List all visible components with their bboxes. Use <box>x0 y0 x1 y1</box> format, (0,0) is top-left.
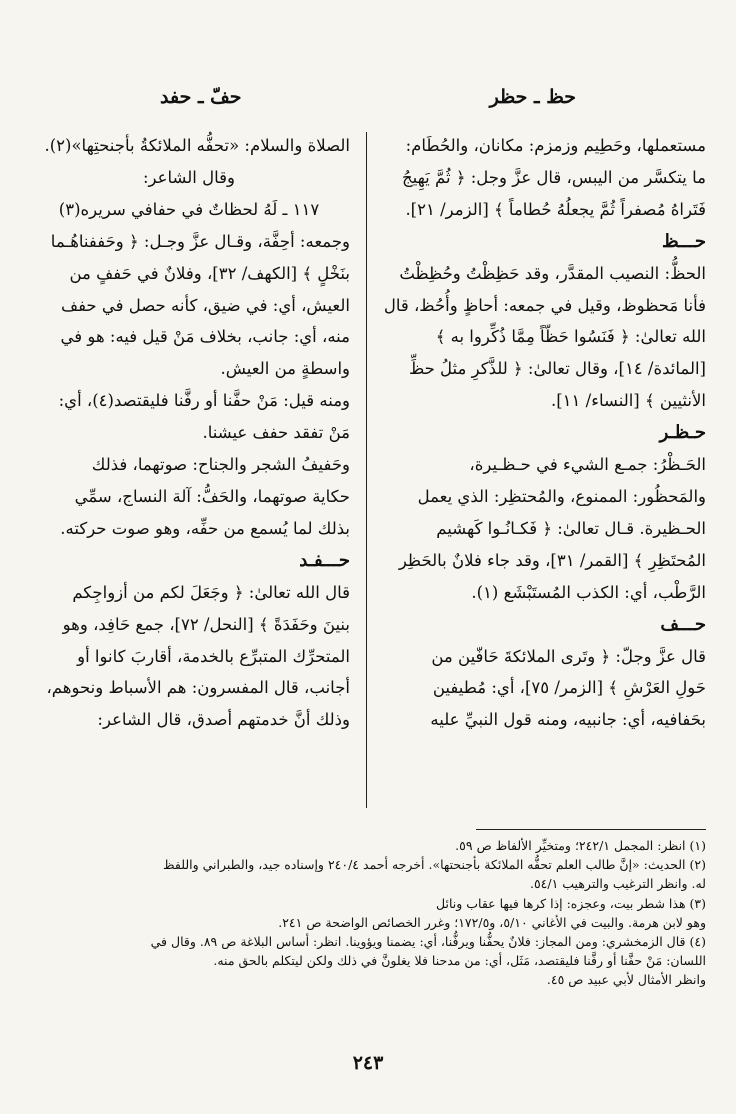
text-line: وجمعه: أحِفَّة، وقـال عزَّ وجـل: ﴿ وحَففناهُـما <box>50 231 350 251</box>
footnote-line: (٤) قال الزمخشري: ومن المجاز: فلانٌ يحفُّنا ويرفُّنا، أي: يضمنا ويؤوينا. انظر: أساس البلاغة ص ٨٩. وقال في <box>150 934 706 950</box>
poetry-verse: ١١٧ ـ لَهُ لحظاتٌ في حفافي سريره(٣) <box>58 199 320 219</box>
left-column <box>28 130 350 736</box>
footnote-line: (٣) هذا شطر بيت، وعجزه: إذا كرها فيها عقاب ونائل <box>436 895 706 911</box>
footnote-rule <box>476 829 706 830</box>
poetry-intro: وقال الشاعر: <box>143 167 235 187</box>
text-line: الحـظيرة. قـال تعالىٰ: ﴿ فَكـانُـوا كَهشيم <box>436 518 706 538</box>
text-line: مَنْ تفقد حفف عيشنا. <box>202 423 350 443</box>
text-line: العيش، أي: في ضيق، كأنه حصل في حفف <box>61 295 350 315</box>
footnote-line: (٢) الحديث: «إنَّ طالب العلم تحفُّه الملائكة بأجنحتها». أخرجه أحمد ٢٤٠/٤ وإسناده جيد، والطبراني واللفظ <box>163 857 706 873</box>
footnote-line: وانظر الأمثال لأبي عبيد ص ٤٥. <box>546 972 706 988</box>
entry-heading-hazz: حـــظ <box>661 230 706 252</box>
entry-heading-hafd: حـــفـد <box>299 549 350 571</box>
text-line: حَولِ العَرْشِ ﴾ [الزمر/ ٧٥]، أي: مُطيفين <box>432 678 706 698</box>
footnote-line: (١) انظر: المجمل ٢٤٢/١؛ ومتخيِّر الألفاظ ص ٥٩. <box>455 838 706 853</box>
running-header-left: حفّ ـ حفد <box>160 86 242 108</box>
text-line: حكاية صوتهما، والحَفُّ: آلة النساج، سمِّي <box>74 486 350 506</box>
text-line: بحَفافيه، أي: جانبيه، ومنه قول النبيِّ عليه <box>430 710 706 730</box>
text-line: قال عزَّ وجلّ: ﴿ وتَرى الملائكةَ حَافّين من <box>431 646 706 666</box>
text-line: واسطةٍ من العيش. <box>220 359 350 379</box>
column-divider <box>366 132 367 808</box>
footnote-line: وهو لابن هرمة. والبيت في الأغاني ٥/١٠، و١٧٢/٥؛ وغرر الخصائص الواضحة ص ٢٤١. <box>278 914 706 930</box>
text-line: ما يتكسَّر من اليبس، قال عزَّ وجل: ﴿ ثُمَّ يَهِيجُ <box>401 167 706 187</box>
text-line: الحظُّ: النصيب المقدَّر، وقد حَظِظْتُ وحُظِظْتُ <box>399 263 706 283</box>
text-line: الحَـظْرُ: جمـع الشيء في حـظـيرة، <box>469 455 706 475</box>
text-line: قال الله تعالىٰ: ﴿ وجَعَلَ لكم من أزواجِكم <box>72 582 350 602</box>
footnote-line: اللسان: مَنْ حفَّنا أو رفَّنا فليقتصد، مَثَل، أي: من مدحنا فلا يغلونَّ في ذلك ولكن ليتكلم بالحق منه. <box>213 953 706 969</box>
entry-heading-hazr: حـظـر <box>659 422 706 444</box>
text-line: [المائدة/ ١٤]، وقال تعالىٰ: ﴿ للذَّكرِ مثلُ حظِّ <box>408 359 706 379</box>
right-column <box>374 130 706 736</box>
text-line: ومنه قيل: مَنْ حفَّنا أو رفَّنا فليقتصد(٤)، أي: <box>58 391 350 411</box>
text-line: الصلاة والسلام: «تحفُّه الملائكةُ بأجنحتِها»(٢). <box>44 136 350 155</box>
text-line: وذلك أنَّ خدمتهم أصدق، قال الشاعر: <box>97 710 350 730</box>
page-number: ٢٤٣ <box>352 1052 384 1074</box>
text-line: وحَفيفُ الشجر والجناح: صوتهما، فذلك <box>91 455 350 475</box>
text-line: بذلك لما يُسمع من حفِّه، وهو صوت حركته. <box>60 518 350 538</box>
text-line: فأنا مَحظوظ، وقيل في جمعه: أحاظٍ وأُحُظ، قال <box>383 295 706 315</box>
entry-heading-haff: حـــف <box>660 613 706 635</box>
footnotes <box>26 836 706 990</box>
text-line: المُحتَظِرِ ﴾ [القمر/ ٣١]، وقد جاء فلانٌ بالحَظِر <box>398 550 706 570</box>
text-line: والمَحظُور: الممنوع، والمُحتظِر: الذي يعمل <box>417 486 706 506</box>
footnote-line: له. وانظر الترغيب والترهيب ٥٤/١. <box>529 876 706 892</box>
running-header-right: حظ ـ حظر <box>489 86 576 108</box>
text-line: منه، أي: جانب، بخلاف مَنْ قيل فيه: هو في <box>60 327 350 347</box>
text-line: الرَّطْب، أي: الكذب المُستَبْشَع (١). <box>471 582 706 602</box>
text-line: بنينَ وحَفَدَةً ﴾ [النحل/ ٧٢]، جمع حَافِد، وهو <box>62 614 350 634</box>
text-line: مستعملها، وحَطِيم وزمزم: مكانان، والحُطَام: <box>405 136 706 155</box>
text-line: الأنثيين ﴾ [النساء/ ١١]. <box>550 391 706 411</box>
text-line: الله تعالىٰ: ﴿ فَنَسُوا حَظّاً مِمَّا ذُكِّروا به ﴾ <box>435 327 706 347</box>
text-line: بنَخْلٍ ﴾ [الكهف/ ٣٢]، وفلانٌ في حَففٍ من <box>69 263 350 283</box>
text-line: المتحرِّك المتبرِّع بالخدمة، أقاربَ كانوا أو <box>77 646 350 666</box>
text-line: فَتَراهُ مُصفراً ثُمَّ يجعلُهُ حُطاماً ﴾ [الزمر/ ٢١]. <box>405 199 706 219</box>
text-line: أجانب، قال المفسرون: هم الأسباط ونحوهم، <box>46 678 350 698</box>
